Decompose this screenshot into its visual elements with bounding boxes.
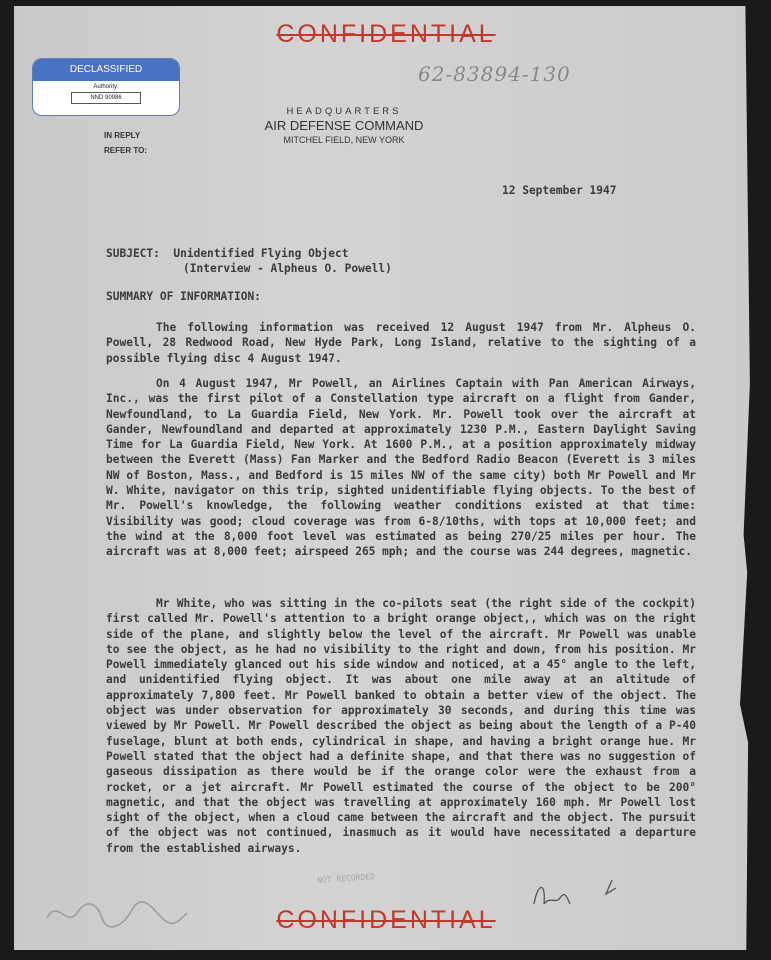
refer-to-text: REFER TO:	[104, 146, 147, 155]
paragraph-2-text: On 4 August 1947, Mr Powell, an Airlines Captain with Pan American Airways, Inc., was the first pilot of a Constellation type aircraft on a flight from Gander, Newfoundland, to La Guardia Field, New York. Mr. Powell took over the aircraft at Gander, Newfoundland and departed at approximately 1230 P.M., Eastern Daylight Saving Time for La Guardia Field, New York. At 1600 P.M., at a position approximately midway between the Everett (Mass) Fan Marker and the Bedford Radio Beacon (Everett is 3 miles NW of Boston, Mass., and Bedford is 15 miles NW of the same city) both Mr Powell and Mr W. White, navigator on this trip, sighted unidentifiable flying objects. To the best of Mr. Powell's knowledge, the following weather conditions existed at that time: Visibility was good; cloud coverage was from 6-8/10ths, with tops at 10,000 feet; and the wind at the 8,000 foot level was estimated as being 270/25 miles per hour. The aircraft was at 8,000 feet; airspeed 265 mph; and the course was 244 degrees, magnetic.	[106, 377, 696, 559]
torn-edge	[740, 6, 758, 950]
confidential-stamp-bottom: CONFIDENTIAL	[276, 906, 496, 934]
paragraph-2	[106, 376, 696, 560]
subject-block	[106, 246, 392, 276]
declassified-title: DECLASSIFIED	[33, 59, 179, 81]
paragraph-1-text: The following information was received 12 August 1947 from Mr. Alpheus O. Powell, 28 Redwood Road, New Hyde Park, Long Island, relative to the sighting of a possible flying disc 4 August 1947.	[106, 321, 696, 365]
faded-stamp: NOT RECORDED	[316, 871, 376, 886]
subject-line-2: (Interview - Alpheus O. Powell)	[183, 262, 392, 275]
summary-heading: SUMMARY OF INFORMATION:	[106, 290, 261, 303]
letterhead-command: AIR DEFENSE COMMAND	[264, 118, 424, 133]
letterhead	[244, 106, 444, 145]
authority-value: NND 90986	[71, 92, 141, 104]
subject-label: SUBJECT:	[106, 247, 160, 260]
authority-label: Authority:	[93, 84, 119, 90]
handwritten-file-number: 62-83894-130	[418, 62, 571, 86]
letterhead-headquarters: HEADQUARTERS	[286, 106, 402, 117]
declassified-label	[32, 58, 180, 116]
paragraph-3	[106, 596, 696, 856]
document-page	[14, 6, 758, 950]
letterhead-location: MITCHEL FIELD, NEW YORK	[283, 135, 405, 145]
paragraph-3-text: Mr White, who was sitting in the co-pilots seat (the right side of the cockpit) first called Mr. Powell's attention to a bright orange object,, which was on the right side of the plane, and slightly below the level of the aircraft. Mr Powell was unable to see the object, as he had no visibility to the right and down, from his position. Mr Powell immediately glanced out his side window and noticed, at a 45° angle to the left, and unidentified flying object. It was about one mile away at an altitude of approximately 7,800 feet. Mr Powell banked to obtain a better view of the object. The object was under observation for approximately 30 seconds, and during this time was viewed by Mr Powell. Mr Powell described the object as being about the length of a P-40 fuselage, blunt at both ends, cylindrical in shape, and having a bright orange hue. Mr Powell stated that the object had a definite shape, and that there was no suggestion of gaseous dissipation as there would be if the orange color were the exhaust from a rocket, or a jet aircraft. Mr Powell estimated the course of the object to be 200° magnetic, and that the object was travelling at approximately 160 mph. Mr Powell lost sight of the object, when a cloud came between the aircraft and the object. The pursuit of the object was not continued, inasmuch as it would have necessitated a departure from the established airways.	[106, 597, 696, 855]
in-reply-text: IN REPLY	[104, 131, 141, 140]
subject-line-1: Unidentified Flying Object	[173, 247, 349, 260]
document-date: 12 September 1947	[502, 184, 617, 197]
in-reply-block	[104, 128, 147, 158]
paragraph-1	[106, 320, 696, 366]
confidential-stamp-top: CONFIDENTIAL	[276, 20, 496, 48]
